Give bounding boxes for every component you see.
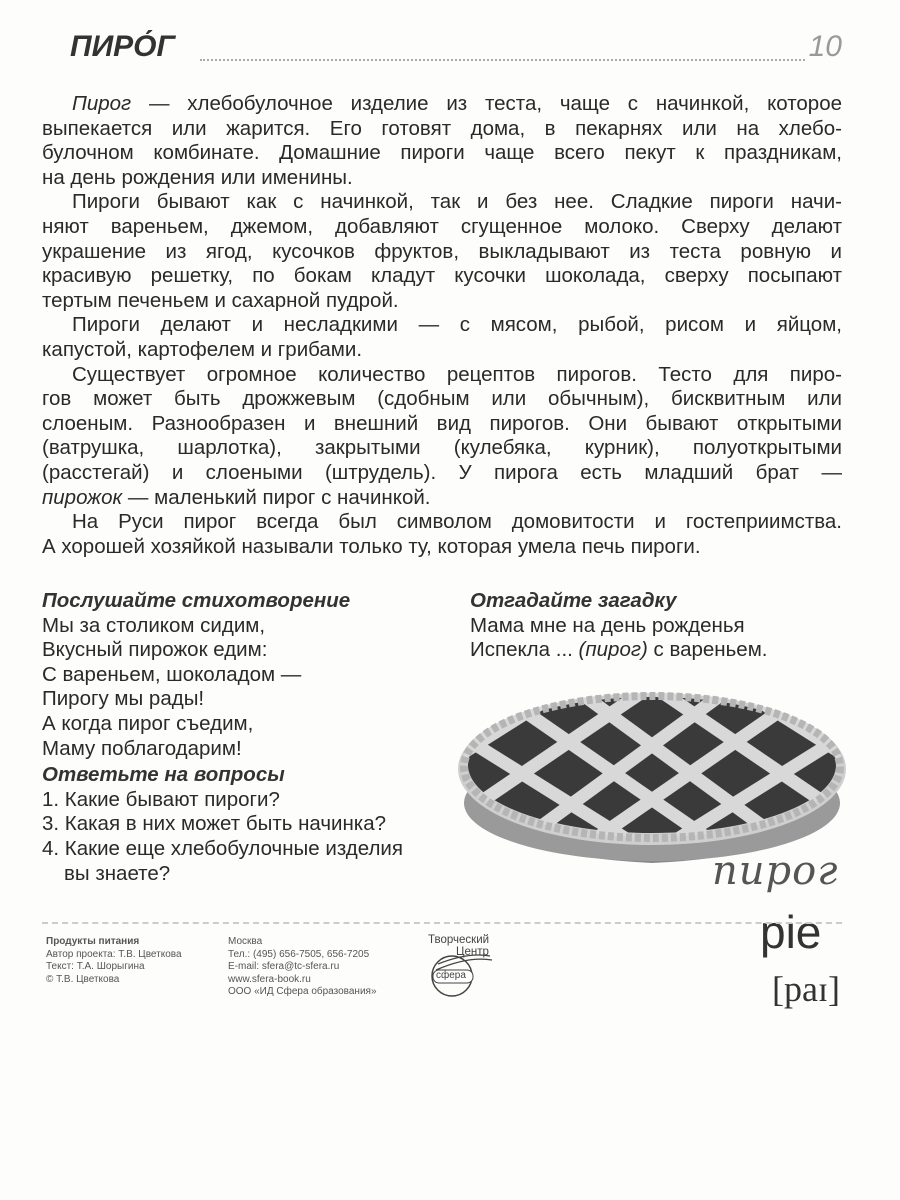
footer-contacts <box>228 936 377 999</box>
article-line: Существует огромное количество рецептов пирогов. Тесто для пиро- <box>72 362 842 386</box>
article-line: гов может быть дрожжевым (сдобным или обычным), бисквитным или <box>42 387 842 411</box>
poem-line: Вкусный пирожок едим: <box>42 638 268 662</box>
poem-line: Мы за столиком сидим, <box>42 613 266 637</box>
contact-line: www.sfera-book.ru <box>228 973 311 985</box>
questions-heading: Ответьте на вопросы <box>42 763 285 787</box>
handwritten-word: пирог <box>712 848 839 894</box>
poem-heading: Послушайте стихотворение <box>42 589 351 612</box>
article-line: Пироги бывают как с начинкой, так и без нее. Сладкие пироги начи- <box>72 190 842 214</box>
article-line: капустой, картофелем и грибами. <box>42 337 363 361</box>
term-pirog: Пирог <box>72 92 132 115</box>
page-title: ПИРО́Г <box>70 30 175 63</box>
logo-text: Центр <box>456 946 489 958</box>
article-text <box>42 92 842 559</box>
credit-line: Текст: Т.А. Шорыгина <box>46 961 145 972</box>
riddle-section <box>470 589 768 663</box>
question: вы знаете? <box>64 861 171 885</box>
page-number: 10 <box>808 30 842 63</box>
poem-line: Пирогу мы рады! <box>42 687 205 711</box>
article-line: Пироги делают и несладкими — с мясом, рыбой, рисом и яйцом, <box>72 313 842 337</box>
poem-section <box>42 589 403 886</box>
contact-line: E-mail: sfera@tc-sfera.ru <box>228 961 340 972</box>
article-line: слоеным. Разнообразен и внешний вид пирогов. Они бывают открытыми <box>42 411 842 435</box>
english-word: pie <box>760 906 822 958</box>
poem-line: А когда пирог съедим, <box>42 711 254 735</box>
series-name: Продукты питания <box>46 936 140 947</box>
riddle-heading: Отгадайте загадку <box>470 589 677 612</box>
article-line: А хорошей хозяйкой называли только ту, которая умела печь пироги. <box>42 534 701 558</box>
credit-line: Автор проекта: Т.В. Цветкова <box>46 948 182 960</box>
text: — хлебобулочное изделие из теста, чаще с начинкой, которое <box>148 92 842 115</box>
riddle-line <box>470 638 768 663</box>
article-line <box>42 486 842 511</box>
article-line: украшение из ягод, кусочков фруктов, выкладывают из теста ровную и <box>42 239 842 263</box>
riddle-answer: (пирог) <box>578 638 648 662</box>
article-line <box>42 92 842 117</box>
publisher-logo <box>428 934 548 1004</box>
poem-line: Маму поблагодарим! <box>42 736 242 760</box>
transcription: [paɪ] <box>772 969 840 1009</box>
text: — маленький пирог с начинкой. <box>127 485 431 509</box>
article-line: выпекается или жарится. Его готовят дома, в пекарнях или на хлебо- <box>42 116 842 140</box>
article-line: булочном комбинате. Домашние пироги чаще всего пекут к праздникам, <box>42 141 842 165</box>
logo-text: Творческий <box>428 934 490 946</box>
footer-divider <box>42 922 842 924</box>
text: Испекла ... <box>470 638 573 662</box>
article-line: На Руси пирог всегда был символом домовитости и гостеприимства. <box>72 510 842 534</box>
footer-credits <box>46 936 182 986</box>
poem-line: С вареньем, шоколадом — <box>42 662 302 686</box>
text: с вареньем. <box>653 638 768 662</box>
contact-line: ООО «ИД Сфера образования» <box>228 986 377 997</box>
article-line: (ватрушка, шарлотка), закрытыми (кулебяка, курник), полуоткрытыми <box>42 436 842 460</box>
article-line: няют вареньем, джемом, добавляют сгущенное молоко. Сверху делают <box>42 214 842 238</box>
contact-line: Тел.: (495) 656-7505, 656-7205 <box>228 948 370 960</box>
title-leader-dots <box>200 59 805 61</box>
article-line: красивую решетку, по бокам кладут кусочки шоколада, сверху посыпают <box>42 264 842 288</box>
article-line: тертым печеньем и сахарной пудрой. <box>42 288 399 312</box>
question: 1. Какие бывают пироги? <box>42 787 280 811</box>
term-pirozhok: пирожок <box>42 485 123 509</box>
contact-line: Москва <box>228 936 263 947</box>
article-line: (расстегай) и слоеными (штрудель). У пирога есть младший брат — <box>42 460 842 484</box>
question: 4. Какие еще хлебобулочные изделия <box>42 836 403 860</box>
riddle-line: Мама мне на день рожденья <box>470 613 745 637</box>
question: 3. Какая в них может быть начинка? <box>42 812 387 836</box>
logo-brand: сфера <box>436 970 466 981</box>
pie-illustration <box>452 685 852 875</box>
article-line: на день рождения или именины. <box>42 165 353 189</box>
credit-line: © Т.В. Цветкова <box>46 973 120 985</box>
